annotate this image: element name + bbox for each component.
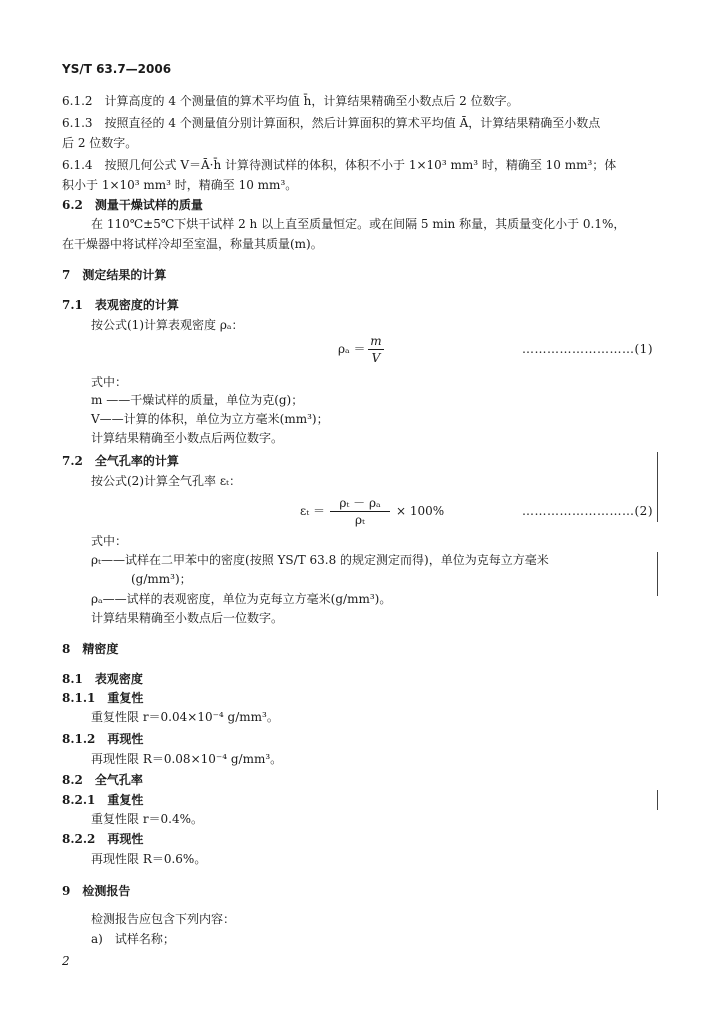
heading-8-2-2: 8.2.2 再现性: [62, 832, 144, 846]
formula-1-fraction: [368, 334, 384, 365]
heading-8-1: 8.1 表观密度: [62, 672, 143, 686]
heading-8: 8 精密度: [62, 642, 119, 656]
para-6-2-line2: 在干燥器中将试样冷却至室温，称量其质量(m)。: [62, 237, 323, 251]
para-6-1-4-line1: 6.1.4 按照几何公式 V＝Ā·h̄ 计算待测试样的体积，体积不小于 1×10³ mm³ 时，精确至 10 mm³；体: [62, 158, 617, 172]
margin-change-bar: [657, 552, 658, 596]
para-8-2-2: 再现性限 R＝0.6%。: [91, 852, 207, 866]
heading-9: 9 检测报告: [62, 884, 131, 898]
definition-v: V——计算的体积，单位为立方毫米(mm³)；: [91, 412, 329, 426]
definition-pt-line1: ρₜ——试样在二甲苯中的密度(按照 YS/T 63.8 的规定测定而得)，单位为克每立方毫米: [91, 553, 549, 567]
heading-8-2: 8.2 全气孔率: [62, 773, 143, 787]
margin-change-bar: [657, 452, 658, 522]
formula-1-number: ………………………(1): [522, 342, 653, 356]
formula-2-denominator: ρₜ: [354, 513, 365, 527]
heading-8-1-2: 8.1.2 再现性: [62, 732, 144, 746]
heading-6-2: 6.2 测量干燥试样的质量: [62, 198, 203, 212]
margin-change-bar: [657, 790, 658, 810]
formula-2-fraction: [330, 496, 390, 527]
page-number: 2: [62, 954, 70, 968]
formula-2-number: ………………………(2): [522, 504, 653, 518]
para-6-1-2: 6.1.2 计算高度的 4 个测量值的算术平均值 h̄，计算结果精确至小数点后 2 位数字。: [62, 94, 519, 108]
heading-7: 7 测定结果的计算: [62, 268, 167, 282]
definition-pa: ρₐ——试样的表观密度，单位为克每立方毫米(g/mm³)。: [91, 592, 392, 606]
para-6-2-line1: 在 110℃±5℃下烘干试样 2 h 以上直至质量恒定。或在间隔 5 min 称量，其质量变化小于 0.1%，: [91, 217, 626, 231]
where-label-2: 式中：: [91, 534, 128, 548]
para-7-1: 按公式(1)计算表观密度 ρₐ：: [91, 318, 244, 332]
report-item-a: a) 试样名称；: [91, 932, 175, 946]
formula-1-lhs: ρₐ ＝: [338, 342, 366, 356]
para-7-2: 按公式(2)计算全气孔率 εₜ：: [91, 474, 241, 488]
para-9: 检测报告应包含下列内容：: [91, 912, 236, 926]
para-8-1-2: 再现性限 R＝0.08×10⁻⁴ g/mm³。: [91, 752, 283, 766]
formula-2-lhs: εₜ ＝: [300, 504, 325, 518]
para-6-1-3-line2: 后 2 位数字。: [62, 136, 138, 150]
formula-2-fraction-bar: [330, 511, 390, 512]
definition-m: m ——干燥试样的质量，单位为克(g)；: [91, 393, 304, 407]
rounding-note-1: 计算结果精确至小数点后两位数字。: [91, 431, 284, 445]
para-6-1-3-line1: 6.1.3 按照直径的 4 个测量值分别计算面积，然后计算面积的算术平均值 Ā，计算结果精确至小数点: [62, 116, 601, 130]
rounding-note-2: 计算结果精确至小数点后一位数字。: [91, 611, 284, 625]
para-8-2-1: 重复性限 r＝0.4%。: [91, 812, 204, 826]
formula-1-denominator: V: [371, 351, 381, 365]
para-8-1-1: 重复性限 r＝0.04×10⁻⁴ g/mm³。: [91, 710, 279, 724]
definition-pt-line2: (g/mm³)；: [131, 572, 192, 586]
heading-7-2: 7.2 全气孔率的计算: [62, 454, 179, 468]
heading-8-1-1: 8.1.1 重复性: [62, 691, 144, 705]
formula-1-fraction-bar: [368, 349, 384, 350]
heading-7-1: 7.1 表观密度的计算: [62, 298, 179, 312]
formula-2-numerator: ρₜ － ρₐ: [339, 496, 381, 510]
para-6-1-4-line2: 积小于 1×10³ mm³ 时，精确至 10 mm³。: [62, 178, 298, 192]
standard-code-header: YS/T 63.7—2006: [62, 62, 172, 76]
formula-1-numerator: m: [370, 334, 382, 348]
formula-2-tail: × 100%: [396, 504, 445, 518]
where-label-1: 式中：: [91, 375, 128, 389]
heading-8-2-1: 8.2.1 重复性: [62, 793, 144, 807]
